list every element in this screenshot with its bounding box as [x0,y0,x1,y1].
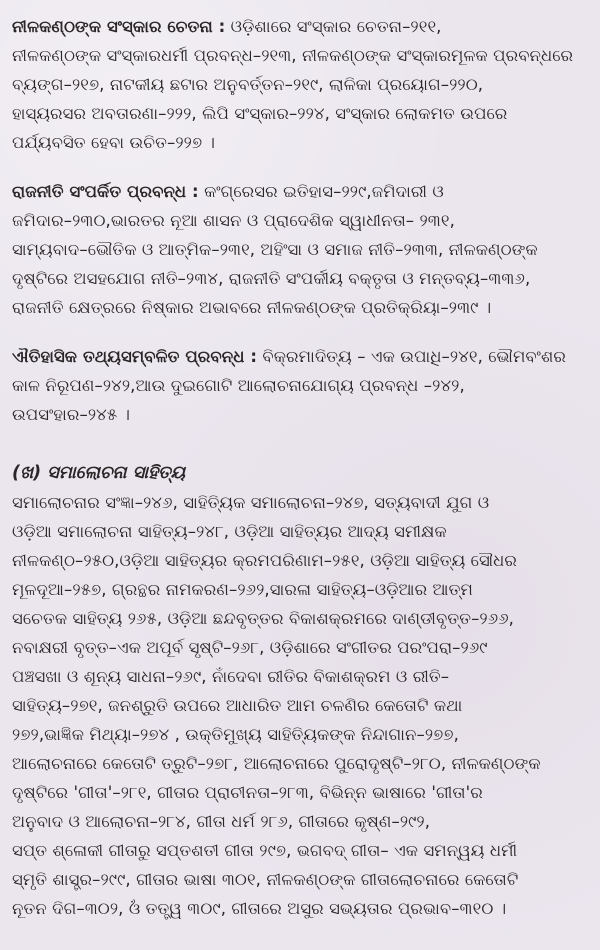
text-line: ଦୃଷ୍ଟିରେ ଅସହଯୋଗ ନୀତି–୨୩୪, ରାଜନୀତି ସଂପର୍କୀୟ ବକ୍ତୃତା ଓ ମନ୍ତବ୍ୟ–୩୩୬, [12,269,531,288]
text-line: କାଳ ନିରୂପଣ–୨୪୨,ଆଉ ଦୁଇଗୋଟି ଆଲୋଚନାଯୋଗ୍ୟ ପ୍ରବନ୍ଧ –୨୪୨, [12,376,465,395]
text-line: ଜମିଦାର–୨୩୦,ଭାରତର ନୂଆ ଶାସନ ଓ ପ୍ରାଦେଶିକ ସ୍ୱାଧୀନତା– ୨୩୧, [12,211,455,230]
text-line: ନୂତନ ଦିଗ–୩୦୨, ଓଁ ତତ୍ତ୍ୱ ୩୦୯, ଗୀତାରେ ଅସୁର ସଭ୍ୟତାର ପ୍ରଭାବ–୩୧୦ । [12,899,507,918]
text-line: ବ୍ୟଙ୍ଗ–୨୧୭, ନାଟକୀୟ ଛଟାର ଅନୁବର୍ତ୍ତନ–୨୧୯, ଲାଳିକା ପ୍ରୟୋଗ–୨୨୦, [12,75,484,94]
section-lead-text: ଓଡ଼ିଶାରେ ସଂସ୍କାର ଚେତନା–୨୧୧, [225,17,442,36]
text-line: ରାଜନୀତି କ୍ଷେତ୍ରରେ ନିଷ୍କାର ଅଭାବରେ ନୀଳକଣ୍ଠଙ୍କ ପ୍ରତିକ୍ରିୟା–୨୩୯ । [12,298,492,317]
text-line: ନୀଳକଣ୍ଠଙ୍କ ସଂସ୍କାରଧର୍ମୀ ପ୍ରବନ୍ଧ–୨୧୩, ନୀଳକଣ୍ଠଙ୍କ ସଂସ୍କାରମୂଳକ ପ୍ରବନ୍ଧରେ [12,46,574,65]
text-line: ଓଡ଼ିଆ ସମାଲୋଚନା ସାହିତ୍ୟ–୨୪୮, ଓଡ଼ିଆ ସାହିତ୍ୟର ଆଦ୍ୟ ସମୀକ୍ଷକ [12,522,447,541]
text-line: ହାସ୍ୟରସର ଅବତାରଣା–୨୨୨, ଲିପି ସଂସ୍କାର–୨୨୪, ସଂସ୍କାର ଲୋକମତ ଉପରେ [12,104,508,123]
text-line: ସ୍ମୃତି ଶାସ୍ତ୍ର–୨୯୯, ଗୀତାର ଭାଷା ୩୦୧, ନୀଳକଣ୍ଠଙ୍କ ଗୀତାଲୋଚନାରେ କେତୋଟି [12,870,519,889]
text-line: ସଚେତକ ସାହିତ୍ୟ ୨୬୫, ଓଡ଼ିଆ ଛନ୍ଦବୃତ୍ତର ବିକାଶକ୍ରମରେ ଦାଣ୍ଡୀବୃତ୍ତ–୨୬୬, [12,609,515,628]
text-line: ନୀଳକଣ୍ଠ–୨୫୦,ଓଡ଼ିଆ ସାହିତ୍ୟର କ୍ରମପରିଣାମ–୨୫୧, ଓଡ଼ିଆ ସାହିତ୍ୟ ସୌଧର [12,551,517,570]
text-line: ସାମ୍ୟବାଦ–ଭୌତିକ ଓ ଆତ୍ମିକ–୨୩୧, ଅହିଂସା ଓ ସମାଜ ନୀତି–୨୩୩, ନୀଳକଣ୍ଠଙ୍କ [12,240,538,259]
section-aitihasika [12,342,588,429]
text-line: ପର୍ଯ୍ୟବସିତ ହେବା ଉଚିତ–୨୨୭ । [12,133,216,152]
text-line: ୨୭୨,ଭାଜ୍ଞିକ ମିଥ୍ୟା–୨୭୪ , ଉକ୍ତିମୁଖ୍ୟ ସାହିତ୍ୟିକଙ୍କ ନିନ୍ଦାଗାନ–୨୭୭, [12,725,459,744]
section-lead-text: କଂଗ୍ରେସର ଇତିହାସ–୨୨୯,ଜମିଦାରୀ ଓ [198,182,444,201]
text-line: ସମାଲୋଚନାର ସଂଜ୍ଞା–୨୪୬, ସାହିତ୍ୟିକ ସମାଲୋଚନା–୨୪୭, ସତ୍ୟବାଦୀ ଯୁଗ ଓ [12,493,490,512]
section-lead-text: ବିକ୍ରମାଦିତ୍ୟ – ଏକ ଉପାଧି–୨୪୧, ଭୌମବଂଶର [257,347,566,366]
section-heading: (ଖ) ସମାଲୋଚନା ସାହିତ୍ୟ [12,463,186,483]
section-samalochana-body [12,488,588,923]
text-line: ପଞ୍ଚସଖା ଓ ଶୂନ୍ୟ ସାଧନା–୨୬୯, ନାଁଦେବା ରୀତିର ବିକାଶକ୍ରମ ଓ ରୀତି– [12,667,450,686]
text-line [12,177,588,206]
section-samskara-chetana [12,12,588,157]
section-lead: ଐତିହାସିକ ତଥ୍ୟସମ୍ବଳିତ ପ୍ରବନ୍ଧ : [12,347,258,366]
text-line: ସାହିତ୍ୟ–୨୭୧, ଜନଶ୍ରୁତି ଉପରେ ଆଧାରିତ ଆମ ଚଳଣିର କେତୋଟି କଥା [12,696,463,715]
text-line: ମୂଳଦୂଆ–୨୫୭, ଗ୍ରନ୍ଥର ନାମକରଣ–୨୬୨,ସାରଳା ସାହିତ୍ୟ–ଓଡ଼ିଆର ଆତ୍ମ [12,580,473,599]
text-line: ଉପସଂହାର–୨୪୫ । [12,405,131,424]
text-line: ସପ୍ତ ଶ୍ଳୋକୀ ଗୀତାରୁ ସପ୍ତଶତୀ ଗୀତା ୨୯୭, ଭଗବଦ୍ ଗୀତା– ଏକ ସମନ୍ୱୟ ଧର୍ମୀ [12,841,518,860]
section-lead: ରାଜନୀତି ସଂପର୍କିତ ପ୍ରବନ୍ଧ : [12,182,199,201]
section-lead: ନୀଳକଣ୍ଠଙ୍କ ସଂସ୍କାର ଚେତନା : [12,17,226,36]
text-line: ନବାକ୍ଷରୀ ବୃତ୍ତ–ଏକ ଅପୂର୍ବ ସୃଷ୍ଟି–୨୬୮, ଓଡ଼ିଶାରେ ସଂଗୀତର ପରଂପରା–୨୬୯ [12,638,488,657]
text-line [12,342,588,371]
text-line: ଦୃଷ୍ଟିରେ 'ଗୀତା'–୨୮୧, ଗୀତାର ପ୍ରାଚୀନତା–୨୮୩, ବିଭିନ୍ନ ଭାଷାରେ 'ଗୀତା'ର [12,783,483,802]
section-rajniti [12,177,588,322]
text-line: ଅନୁବାଦ ଓ ଆଲୋଚନା–୨୮୪, ଗୀତା ଧର୍ମ ୨୮୬, ଗୀତାରେ କୃଷ୍ଣ–୨୯୨, [12,812,431,831]
text-line [12,12,588,41]
text-line: ଆଲୋଚନାରେ କେତୋଟି ତ୍ରୁଟି–୨୭୮, ଆଲୋଚନାରେ ପୁରୋଦୃଷ୍ଟି–୨୮୦, ନୀଳକଣ୍ଠଙ୍କ [12,754,541,773]
